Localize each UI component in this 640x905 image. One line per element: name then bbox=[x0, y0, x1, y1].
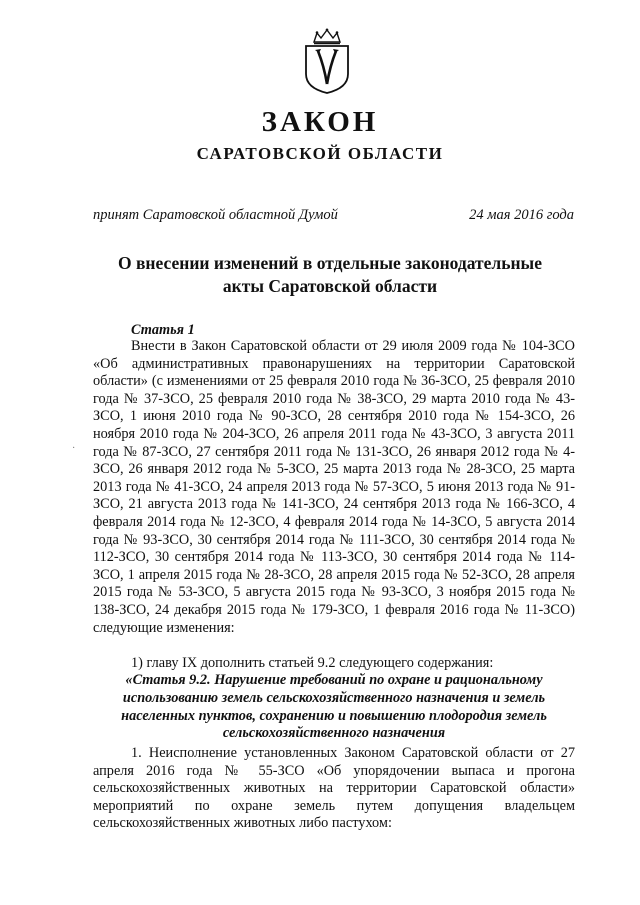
scan-stray-mark: · bbox=[72, 443, 76, 454]
adoption-date: 24 мая 2016 года bbox=[469, 207, 574, 223]
law-heading bbox=[70, 252, 590, 298]
article-1-point-1: 1) главу IX дополнить статьей 9.2 следующего содержания: bbox=[131, 655, 494, 671]
coat-of-arms-icon bbox=[300, 28, 354, 94]
law-heading-line-2: акты Саратовской области bbox=[222, 276, 438, 296]
law-heading-line-1: О внесении изменений в отдельные законодательные bbox=[117, 253, 542, 273]
article-9-2-paragraph-1: 1. Неисполнение установленных Законом Саратовской области от 27 апреля 2016 года № 55-ЗСО «Об упорядочении выпаса и прогона сельскохозяйственных животных на территории Саратовской области» мероприятий по охране земель путем допущения владельцем сельскохозяйственных животных либо пастухом: bbox=[93, 745, 575, 832]
article-9-2-title: «Статья 9.2. Нарушение требований по охране и рациональному использованию земель сельскохозяйственного назначения и земель населенных пунктов, сохранению и повышению плодородия земель сельскохозяйственного назначения bbox=[121, 672, 547, 742]
law-title: ЗАКОН bbox=[261, 106, 379, 138]
adopted-by: принят Саратовской областной Думой bbox=[93, 207, 338, 223]
region-name: САРАТОВСКОЙ ОБЛАСТИ bbox=[196, 144, 444, 163]
article-1-paragraph: Внести в Закон Саратовской области от 29 июля 2009 года № 104-ЗСО «Об административных правонарушениях на территории Саратовской области» (с изменениями от 25 февраля 2010 года № 36-ЗСО, 25 февраля 2010 года № 37-ЗСО, 25 февраля 2010 года № 38-ЗСО, 29 марта 2010 года № 43-ЗСО, 1 июня 2010 года № 90-ЗСО, 28 сентября 2010 года № 154-ЗСО, 26 ноября 2010 года № 204-ЗСО, 26 апреля 2011 года № 43-ЗСО, 3 августа 2011 года № 87-ЗСО, 27 сентября 2011 года № 131-ЗСО, 26 января 2012 года № 4-ЗСО, 26 января 2012 года № 5-ЗСО, 25 марта 2013 года № 28-ЗСО, 25 марта 2013 года № 41-ЗСО, 24 апреля 2013 года № 57-ЗСО, 5 июня 2013 года № 91-ЗСО, 21 августа 2013 года № 141-ЗСО, 24 сентября 2013 года № 166-ЗСО, 4 февраля 2014 года № 12-ЗСО, 4 февраля 2014 года № 14-ЗСО, 5 августа 2014 года № 93-ЗСО, 30 сентября 2014 года № 111-ЗСО, 30 сентября 2014 года № 112-ЗСО, 30 сентября 2014 года № 113-ЗСО, 30 сентября 2014 года № 114-ЗСО, 1 апреля 2015 года № 28-ЗСО, 28 апреля 2015 года № 52-ЗСО, 28 апреля 2015 года № 53-ЗСО, 5 августа 2015 года № 93-ЗСО, 3 ноября 2015 года № 138-ЗСО, 24 декабря 2015 года № 179-ЗСО, 1 февраля 2016 года № 11-ЗСО) следующие изменения: bbox=[93, 338, 575, 636]
article-1-label: Статья 1 bbox=[131, 322, 195, 338]
